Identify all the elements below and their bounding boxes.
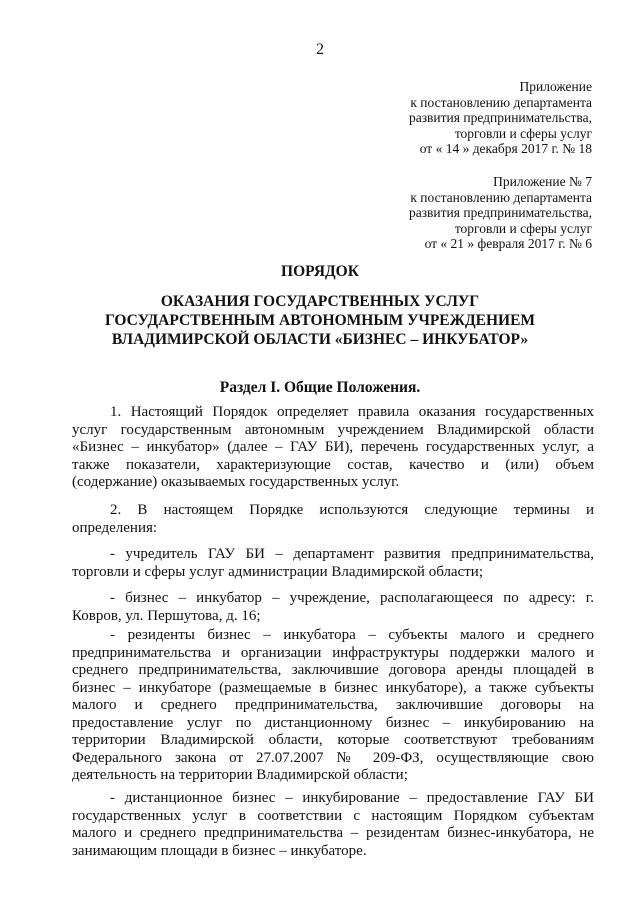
paragraph-line: - резиденты бизнес – инкубатора – субъекты малого и среднего <box>110 627 594 643</box>
paragraph-line: «Бизнес – инкубатор» (далее – ГАУ БИ), перечень государственных услуг, а <box>72 439 594 455</box>
paragraph-line: также показатели, характеризующие состав, качество и (или) объем <box>72 456 594 473</box>
paragraph-2 <box>72 502 594 537</box>
appendix-header-original <box>409 174 592 252</box>
paragraph-line: предпринимательства и организации инфраструктуры поддержки малого и <box>72 644 594 661</box>
paragraph-line: Ковров, ул. Першутова, д. 16; <box>72 607 261 624</box>
paragraph-line: торговли и сферы услуг администрации Владимирской области; <box>72 563 483 580</box>
title-line: ВЛАДИМИРСКОЙ ОБЛАСТИ «БИЗНЕС – ИНКУБАТОР» <box>111 331 529 348</box>
definition-residents <box>72 627 594 785</box>
paragraph-line: малого и среднего предпринимательства, заключившие договоры на <box>72 697 594 713</box>
appendix-line: от « 14 » декабря 2017 г. № 18 <box>419 141 592 156</box>
title-line: ГОСУДАРСТВЕННЫМ АВТОНОМНЫМ УЧРЕЖДЕНИЕМ <box>104 312 536 329</box>
appendix-line: к постановлению департамента <box>410 189 592 205</box>
paragraph-line: Федерального закона от 27.07.2007 № 209-ФЗ, осуществляющие свою <box>72 749 594 766</box>
section-heading: Раздел I. Общие Положения. <box>219 379 421 396</box>
document-title <box>0 262 640 349</box>
paragraph-line: государственных услуг в соответствии с настоящим Порядком субъектам <box>72 807 594 824</box>
paragraph-line: бизнес – инкубаторе (размещаемые в бизнес инкубаторе), а также субъекты <box>72 679 594 696</box>
paragraph-line: 1. Настоящий Порядок определяет правила оказания государственных <box>110 404 594 420</box>
paragraph-line: занимающим площади в бизнес – инкубаторе. <box>72 842 367 859</box>
appendix-line: Приложение <box>519 79 592 94</box>
appendix-line: от « 21 » февраля 2017 г. № 6 <box>424 236 592 251</box>
definition-founder <box>72 546 594 581</box>
page-number: 2 <box>316 41 324 58</box>
appendix-line: к постановлению департамента <box>410 94 592 110</box>
paragraph-line: деятельность на территории Владимирской области; <box>72 767 408 783</box>
appendix-line: развития предпринимательства, <box>408 110 592 125</box>
paragraph-line: предоставление услуг по дистанционному бизнес – инкубированию на <box>72 714 594 731</box>
appendix-line: Приложение № 7 <box>493 174 592 189</box>
appendix-line: торговли и сферы услуг <box>454 125 592 141</box>
definition-incubator <box>72 590 594 625</box>
paragraph-line: - бизнес – инкубатор – учреждение, располагающееся по адресу: г. <box>110 590 594 606</box>
appendix-header-current <box>409 79 592 157</box>
paragraph-line: 2. В настоящем Порядке используются следующие термины и <box>110 502 594 518</box>
paragraph-line: малого и среднего предпринимательства – резидентам бизнес-инкубатора, не <box>72 825 594 841</box>
paragraph-line: территории Владимирской области, которые соответствуют требованиям <box>72 732 594 748</box>
paragraph-line: среднего предпринимательства, заключившие договора аренды площадей в <box>72 662 594 678</box>
appendix-line: развития предпринимательства, <box>408 205 592 220</box>
definition-remote-incubation <box>72 790 594 860</box>
paragraph-line: (содержание) оказываемых государственных услуг. <box>72 474 400 490</box>
paragraph-line: определения: <box>72 519 158 536</box>
paragraph-1 <box>72 404 594 492</box>
title-line: ОКАЗАНИЯ ГОСУДАРСТВЕННЫХ УСЛУГ <box>160 293 480 310</box>
paragraph-line: - дистанционное бизнес – инкубирование – предоставление ГАУ БИ <box>110 790 594 806</box>
paragraph-line: - учредитель ГАУ БИ – департамент развития предпринимательства, <box>110 546 594 562</box>
paragraph-line: услуг государственным автономным учреждением Владимирской области <box>72 421 594 438</box>
appendix-line: торговли и сферы услуг <box>454 220 592 236</box>
title-word: ПОРЯДОК <box>281 263 359 280</box>
